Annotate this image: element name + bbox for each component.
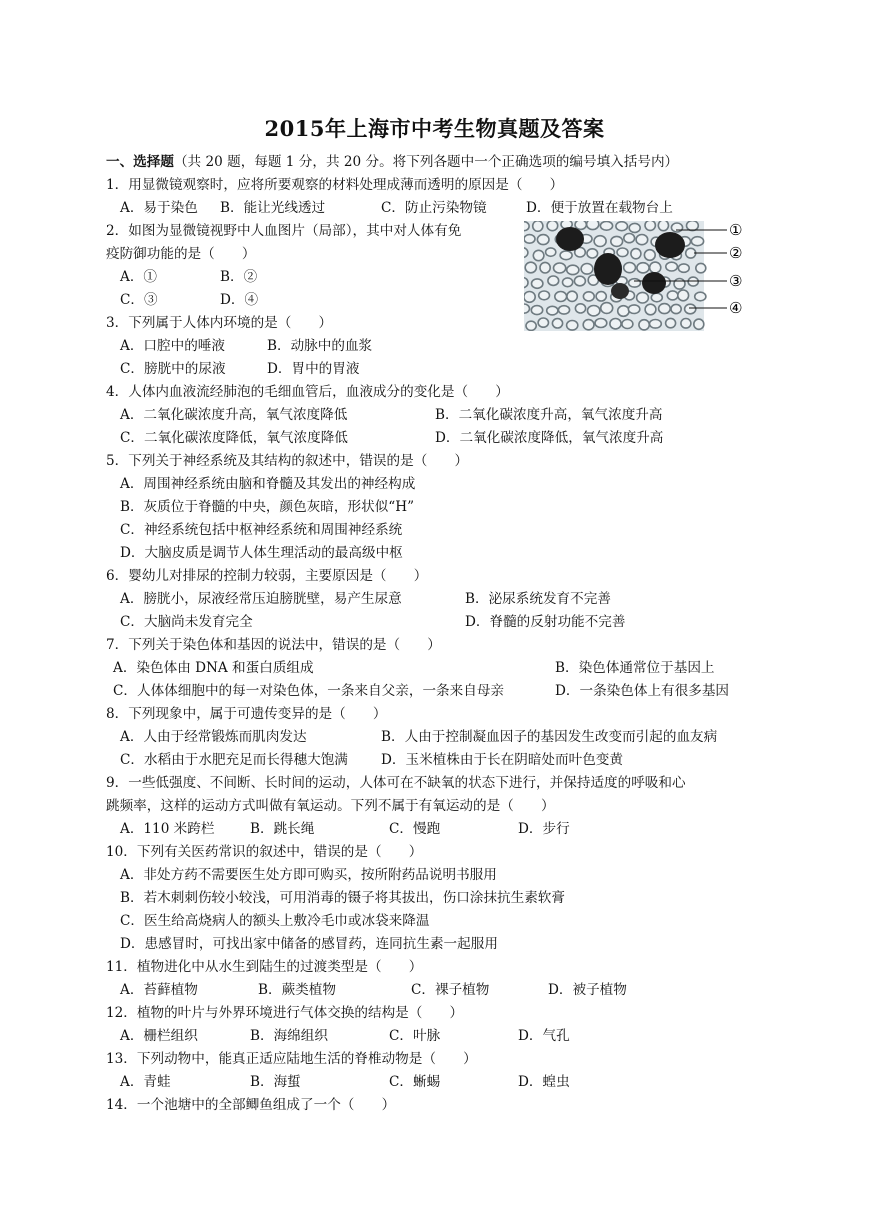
q8-option-c: C．水稻由于水肥充足而长得穗大饱满 bbox=[120, 752, 348, 768]
red-blood-cell bbox=[524, 235, 535, 244]
q9-option-d: D．步行 bbox=[518, 821, 570, 837]
red-blood-cell bbox=[618, 306, 629, 317]
red-blood-cell bbox=[552, 319, 562, 328]
red-blood-cell bbox=[537, 235, 549, 245]
q3-option-a: A．口腔中的唾液 bbox=[120, 338, 225, 354]
red-blood-cell bbox=[558, 306, 569, 314]
white-blood-cell-3 bbox=[594, 253, 622, 285]
red-blood-cell bbox=[650, 262, 661, 273]
q3-stem: 3．下列属于人体内环境的是（ ） bbox=[106, 315, 333, 331]
q8-option-b: B．人由于控制凝血因子的基因发生改变而引起的血友病 bbox=[381, 729, 718, 745]
q12-option-b: B．海绵组织 bbox=[250, 1028, 328, 1044]
white-blood-cell-2 bbox=[655, 232, 685, 258]
q9-option-a: A．110 米跨栏 bbox=[120, 821, 215, 837]
q2-option-d: D．④ bbox=[220, 292, 259, 308]
section-heading-line bbox=[106, 153, 678, 171]
q12-option-d: D．气孔 bbox=[518, 1028, 570, 1044]
q1-option-c: C．防止污染物镜 bbox=[381, 200, 487, 216]
red-blood-cell bbox=[678, 290, 689, 301]
red-blood-cell bbox=[666, 318, 676, 327]
q5-option-c: C．神经系统包括中枢神经系统和周围神经系统 bbox=[120, 522, 403, 538]
red-blood-cell bbox=[524, 278, 528, 288]
red-blood-cell bbox=[532, 279, 543, 288]
red-blood-cell bbox=[624, 263, 636, 273]
q2-option-b: B．② bbox=[220, 269, 258, 285]
red-blood-cell bbox=[616, 222, 628, 231]
red-blood-cell bbox=[687, 221, 699, 231]
red-blood-cell bbox=[650, 320, 662, 329]
q10-option-c: C．医生给高烧病人的额头上敷冷毛巾或冰袋来降温 bbox=[120, 913, 430, 929]
white-blood-cell-4 bbox=[642, 272, 666, 294]
q11-option-d: D．被子植物 bbox=[548, 982, 627, 998]
q13-stem: 13．下列动物中，能真正适应陆地生活的脊椎动物是（ ） bbox=[106, 1051, 477, 1067]
q10-option-a: A．非处方药不需要医生处方即可购买，按所附药品说明书服用 bbox=[120, 867, 497, 883]
q7-option-d: D．一条染色体上有很多基因 bbox=[555, 683, 730, 699]
red-blood-cell bbox=[526, 321, 536, 330]
q6-option-b: B．泌尿系统发育不完善 bbox=[465, 591, 611, 607]
red-blood-cell bbox=[611, 236, 623, 246]
red-blood-cell bbox=[560, 251, 572, 260]
red-blood-cell bbox=[539, 291, 550, 300]
red-blood-cell bbox=[596, 292, 606, 301]
q3-option-d: D．胃中的胃液 bbox=[267, 361, 360, 377]
red-blood-cell bbox=[524, 304, 530, 313]
red-blood-cell bbox=[574, 276, 585, 286]
red-blood-cell bbox=[637, 263, 649, 273]
red-blood-cell bbox=[617, 248, 628, 257]
red-blood-cell bbox=[524, 292, 535, 303]
q10-option-d: D．患感冒时，可找出家中储备的感冒药，连同抗生素一起服用 bbox=[120, 936, 498, 952]
red-blood-cell bbox=[575, 304, 585, 313]
q11-option-c: C．裸子植物 bbox=[411, 982, 490, 998]
white-blood-cell-1 bbox=[556, 227, 584, 251]
q9-option-c: C．慢跑 bbox=[389, 821, 441, 837]
q5-stem: 5．下列关于神经系统及其结构的叙述中，错误的是（ ） bbox=[106, 453, 469, 469]
red-blood-cell bbox=[581, 264, 593, 275]
figure-label-4: ④ bbox=[729, 299, 743, 317]
q4-stem: 4．人体内血液流经肺泡的毛细血管后，血液成分的变化是（ ） bbox=[106, 384, 509, 400]
q13-option-d: D．蝗虫 bbox=[518, 1074, 570, 1090]
section-heading: 一、选择题 bbox=[106, 154, 174, 170]
red-blood-cell bbox=[547, 221, 558, 231]
red-blood-cell bbox=[594, 236, 606, 247]
q7-stem: 7．下列关于染色体和基因的说法中，错误的是（ ） bbox=[106, 637, 441, 653]
red-blood-cell bbox=[554, 263, 566, 273]
q9-stem-line1: 9．一些低强度、不间断、长时间的运动，人体可在不缺氧的状态下进行，并保持适度的呼吸和心 bbox=[106, 775, 686, 791]
red-blood-cell bbox=[587, 249, 598, 258]
figure-label-3: ③ bbox=[729, 272, 743, 290]
red-blood-cell bbox=[622, 320, 633, 329]
q2-option-a: A．① bbox=[120, 269, 158, 285]
red-blood-cell bbox=[555, 292, 567, 302]
red-blood-cell bbox=[624, 234, 635, 243]
q6-stem: 6．婴幼儿对排尿的控制力较弱，主要原因是（ ） bbox=[106, 568, 428, 584]
red-blood-cell bbox=[525, 262, 536, 273]
q13-option-a: A．青蛙 bbox=[120, 1074, 171, 1090]
q5-option-b: B．灰质位于脊髓的中央，颜色灰暗，形状似“H” bbox=[120, 499, 415, 515]
red-blood-cell bbox=[671, 223, 682, 232]
red-blood-cell bbox=[575, 221, 586, 229]
red-blood-cell bbox=[524, 248, 528, 258]
red-blood-cell bbox=[688, 277, 698, 286]
red-blood-cell bbox=[540, 262, 550, 273]
red-blood-cell bbox=[547, 306, 558, 315]
red-blood-cell bbox=[546, 248, 556, 256]
q6-option-c: C．大脑尚未发育完全 bbox=[120, 614, 253, 630]
red-blood-cell bbox=[610, 319, 621, 329]
red-blood-cell bbox=[678, 264, 689, 272]
red-blood-cell bbox=[567, 265, 579, 274]
q9-option-b: B．跳长绳 bbox=[250, 821, 315, 837]
q5-option-d: D．大脑皮质是调节人体生理活动的最高级中枢 bbox=[120, 545, 403, 561]
figure-label-2: ② bbox=[729, 244, 743, 262]
red-blood-cell bbox=[587, 221, 599, 230]
red-blood-cell bbox=[531, 306, 542, 315]
q7-option-c: C．人体体细胞中的每一对染色体，一条来自父亲，一条来自母亲 bbox=[113, 683, 505, 699]
red-blood-cell bbox=[645, 221, 655, 230]
red-blood-cell bbox=[645, 304, 656, 315]
figure-label-1: ① bbox=[729, 221, 743, 239]
q8-option-a: A．人由于经常锻炼而肌肉发达 bbox=[120, 729, 307, 745]
red-blood-cell bbox=[651, 293, 662, 302]
red-blood-cell bbox=[629, 279, 641, 287]
red-blood-cell bbox=[567, 321, 578, 331]
q1-option-b: B．能让光线透过 bbox=[220, 200, 326, 216]
red-blood-cell bbox=[691, 237, 703, 246]
q4-option-c: C．二氧化碳浓度降低，氧气浓度降低 bbox=[120, 430, 348, 446]
red-blood-cell bbox=[639, 320, 649, 330]
red-blood-cell bbox=[637, 292, 649, 303]
red-blood-cell bbox=[583, 320, 594, 330]
q10-option-b: B．若木刺刺伤较小较浅，可用消毒的镊子将其拔出，伤口涂抹抗生素软膏 bbox=[120, 890, 565, 906]
q13-option-b: B．海蜇 bbox=[250, 1074, 301, 1090]
q2-stem-line2: 疫防御功能的是（ ） bbox=[106, 246, 256, 262]
red-blood-cell bbox=[563, 278, 573, 287]
red-blood-cell bbox=[658, 221, 668, 231]
red-blood-cell bbox=[533, 221, 543, 231]
red-blood-cell bbox=[694, 319, 704, 329]
red-blood-cell bbox=[628, 305, 639, 314]
red-blood-cell bbox=[631, 249, 641, 259]
q1-option-a: A．易于染色 bbox=[120, 200, 198, 216]
q12-option-c: C．叶脉 bbox=[389, 1028, 441, 1044]
red-blood-cell bbox=[666, 262, 678, 271]
red-blood-cell bbox=[588, 306, 600, 316]
red-blood-cell bbox=[524, 222, 529, 231]
red-blood-cell bbox=[674, 279, 685, 290]
q4-option-b: B．二氧化碳浓度升高，氧气浓度升高 bbox=[435, 407, 663, 423]
red-blood-cell bbox=[696, 263, 706, 272]
q8-stem: 8．下列现象中，属于可遗传变异的是（ ） bbox=[106, 706, 387, 722]
q6-option-d: D．脊髓的反射功能不完善 bbox=[465, 614, 626, 630]
red-blood-cell bbox=[629, 223, 640, 232]
q7-option-a: A．染色体由 DNA 和蛋白质组成 bbox=[113, 660, 314, 676]
red-blood-cell bbox=[567, 291, 577, 301]
q9-stem-line2: 跳频率，这样的运动方式叫做有氧运动。下列不属于有氧运动的是（ ） bbox=[106, 798, 555, 814]
section-note: （共 20 题，每题 1 分，共 20 分。将下列各题中一个正确选项的编号填入括号内） bbox=[173, 154, 679, 170]
q11-option-b: B．蕨类植物 bbox=[258, 982, 336, 998]
red-blood-cell bbox=[583, 292, 594, 301]
red-blood-cell bbox=[695, 292, 706, 301]
red-blood-cell bbox=[600, 221, 612, 230]
red-blood-cell bbox=[595, 319, 607, 328]
q3-option-b: B．动脉中的血浆 bbox=[267, 338, 373, 354]
red-blood-cell bbox=[538, 318, 548, 327]
red-blood-cell bbox=[636, 235, 648, 245]
q6-option-a: A．膀胱小，尿液经常压迫膀胱壁，易产生尿意 bbox=[120, 591, 402, 607]
q1-stem: 1．用显微镜观察时，应将所要观察的材料处理成薄而透明的原因是（ ） bbox=[106, 177, 564, 193]
q11-option-a: A．苔藓植物 bbox=[120, 982, 198, 998]
q2-option-c: C．③ bbox=[120, 292, 158, 308]
q8-option-d: D．玉米植株由于长在阴暗处而叶色变黄 bbox=[381, 752, 623, 768]
q5-option-a: A．周围神经系统由脑和脊髓及其发出的神经构成 bbox=[120, 476, 416, 492]
red-blood-cell bbox=[667, 291, 678, 300]
q12-option-a: A．栅栏组织 bbox=[120, 1028, 198, 1044]
q13-option-c: C．蜥蜴 bbox=[389, 1074, 441, 1090]
q12-stem: 12．植物的叶片与外界环境进行气体交换的结构是（ ） bbox=[106, 1005, 464, 1021]
q4-option-d: D．二氧化碳浓度降低，氧气浓度升高 bbox=[435, 430, 664, 446]
q3-option-c: C．膀胱中的尿液 bbox=[120, 361, 226, 377]
q10-stem: 10．下列有关医药常识的叙述中，错误的是（ ） bbox=[106, 844, 423, 860]
red-blood-cell bbox=[659, 304, 671, 314]
q14-stem: 14．一个池塘中的全部鲫鱼组成了一个（ ） bbox=[106, 1097, 396, 1113]
page-title: 2015年上海市中考生物真题及答案 bbox=[264, 116, 605, 141]
q4-option-a: A．二氧化碳浓度升高，氧气浓度降低 bbox=[120, 407, 348, 423]
q1-option-d: D．便于放置在载物台上 bbox=[526, 200, 673, 216]
red-blood-cell bbox=[548, 276, 559, 285]
q11-stem: 11．植物进化中从水生到陆生的过渡类型是（ ） bbox=[106, 959, 423, 975]
red-blood-cell bbox=[601, 303, 613, 314]
red-blood-cell bbox=[671, 304, 681, 313]
q7-option-b: B．染色体通常位于基因上 bbox=[555, 660, 715, 676]
red-blood-cell bbox=[533, 250, 544, 260]
platelet-cluster bbox=[611, 283, 629, 299]
q2-stem-line1: 2．如图为显微镜视野中人血图片（局部），其中对人体有免 bbox=[106, 223, 462, 239]
blood-smear-figure bbox=[524, 221, 760, 331]
red-blood-cell bbox=[644, 250, 655, 261]
red-blood-cell bbox=[681, 319, 691, 329]
red-blood-cell bbox=[685, 304, 696, 314]
